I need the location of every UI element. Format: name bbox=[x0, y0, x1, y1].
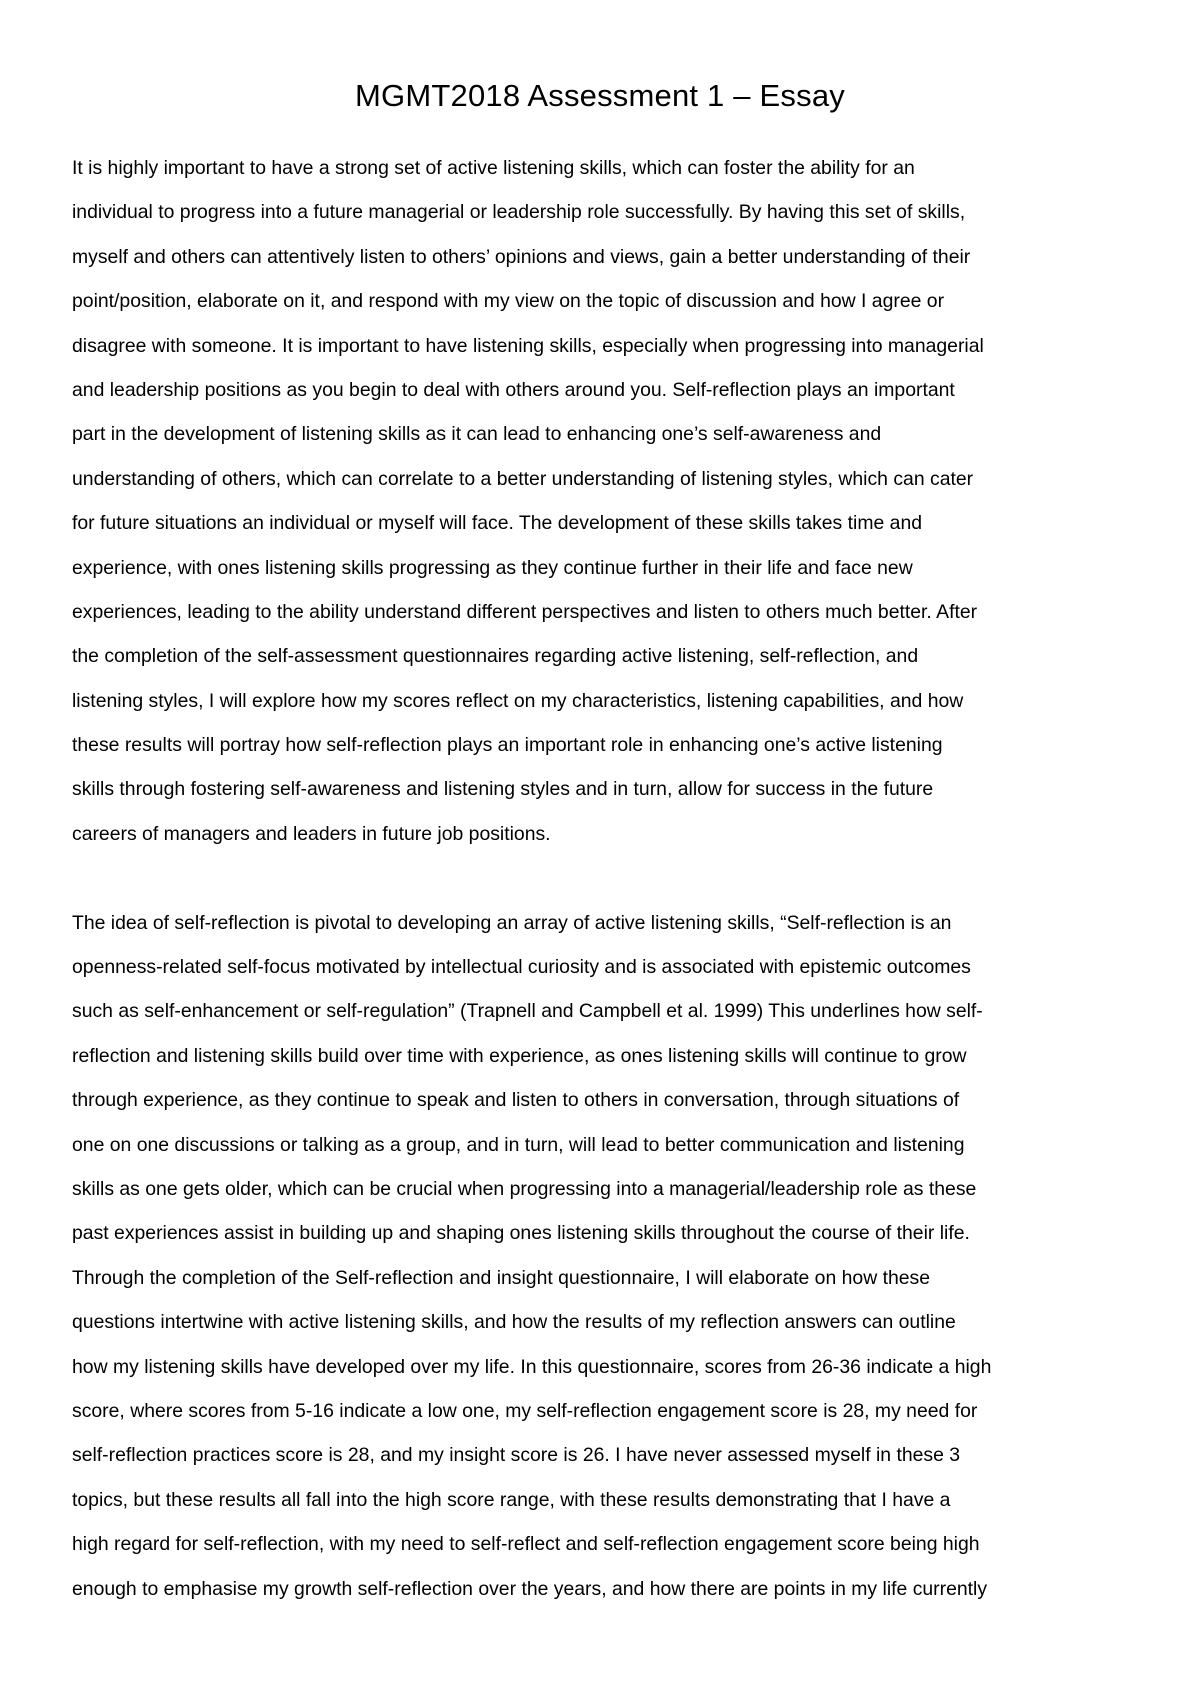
text-line: high regard for self-reflection, with my need to self-reflect and self-reflection engagement score being high bbox=[72, 1533, 980, 1556]
text-line: skills as one gets older, which can be crucial when progressing into a managerial/leadership role as these bbox=[72, 1177, 977, 1200]
text-line: experience, with ones listening skills progressing as they continue further in their life and face new bbox=[72, 556, 913, 579]
text-line: skills through fostering self-awareness and listening styles and in turn, allow for success in the future bbox=[72, 778, 934, 801]
text-line: through experience, as they continue to speak and listen to others in conversation, through situations of bbox=[72, 1089, 960, 1112]
document-body bbox=[72, 146, 1152, 1611]
paragraph-spacer bbox=[72, 856, 1152, 900]
text-line: for future situations an individual or myself will face. The development of these skills takes time and bbox=[72, 512, 923, 535]
text-line: disagree with someone. It is important to have listening skills, especially when progressing into managerial bbox=[72, 334, 984, 357]
text-line: one on one discussions or talking as a group, and in turn, will lead to better communication and listening bbox=[72, 1133, 965, 1156]
text-line: reflection and listening skills build over time with experience, as ones listening skills will continue to grow bbox=[72, 1044, 967, 1067]
text-line: these results will portray how self-reflection plays an important role in enhancing one’s active listening bbox=[72, 734, 943, 757]
text-line: self-reflection practices score is 28, and my insight score is 26. I have never assessed myself in these 3 bbox=[72, 1444, 961, 1467]
text-line: point/position, elaborate on it, and respond with my view on the topic of discussion and how I agree or bbox=[72, 290, 945, 313]
text-line: and leadership positions as you begin to deal with others around you. Self-reflection plays an important bbox=[72, 378, 955, 401]
text-line: myself and others can attentively listen to others’ opinions and views, gain a better understanding of their bbox=[72, 245, 971, 268]
text-line: score, where scores from 5-16 indicate a low one, my self-reflection engagement score is 28, my need for bbox=[72, 1399, 978, 1422]
text-line: questions intertwine with active listening skills, and how the results of my reflection answers can outline bbox=[72, 1311, 956, 1334]
text-line: It is highly important to have a strong set of active listening skills, which can foster the ability for an bbox=[72, 157, 915, 179]
text-line: topics, but these results all fall into the high score range, with these results demonstrating that I have a bbox=[72, 1488, 951, 1511]
text-line: such as self-enhancement or self-regulation” (Trapnell and Campbell et al. 1999) This underlines how self- bbox=[72, 1000, 983, 1023]
text-line: understanding of others, which can correlate to a better understanding of listening styles, which can cater bbox=[72, 467, 974, 490]
text-line: listening styles, I will explore how my scores reflect on my characteristics, listening capabilities, and how bbox=[72, 689, 964, 712]
document-title: MGMT2018 Assessment 1 – Essay bbox=[355, 78, 845, 113]
text-line: individual to progress into a future managerial or leadership role successfully. By having this set of skills, bbox=[72, 201, 966, 224]
text-line: openness-related self-focus motivated by intellectual curiosity and is associated with epistemic outcomes bbox=[72, 956, 971, 979]
paragraph-intro bbox=[72, 146, 1152, 856]
text-line: Through the completion of the Self-reflection and insight questionnaire, I will elaborate on how these bbox=[72, 1266, 931, 1289]
text-line: careers of managers and leaders in future job positions. bbox=[72, 822, 551, 845]
text-line: The idea of self-reflection is pivotal to developing an array of active listening skills, “Self-reflection is an bbox=[72, 911, 952, 934]
paragraph-self-reflection bbox=[72, 901, 1152, 1611]
text-line: enough to emphasise my growth self-reflection over the years, and how there are points in my life currently bbox=[72, 1577, 988, 1600]
text-line: the completion of the self-assessment questionnaires regarding active listening, self-reflection, and bbox=[72, 645, 919, 668]
text-line: how my listening skills have developed over my life. In this questionnaire, scores from 26-36 indicate a high bbox=[72, 1355, 992, 1378]
text-line: past experiences assist in building up and shaping ones listening skills throughout the course of their life. bbox=[72, 1222, 970, 1245]
text-line: part in the development of listening skills as it can lead to enhancing one’s self-awareness and bbox=[72, 423, 882, 446]
text-line: experiences, leading to the ability understand different perspectives and listen to others much better. After bbox=[72, 600, 978, 623]
